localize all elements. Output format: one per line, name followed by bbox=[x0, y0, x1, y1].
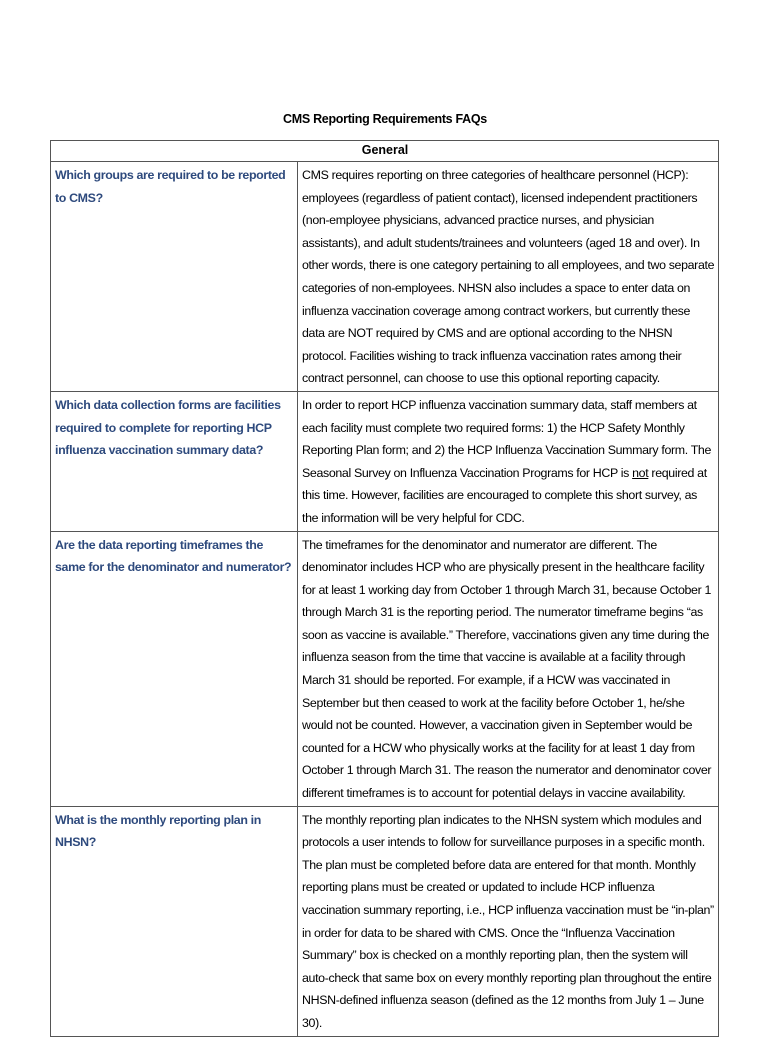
faq-row bbox=[51, 391, 719, 531]
faq-question: Are the data reporting timeframes the same for the denominator and numerator? bbox=[51, 531, 298, 806]
faq-table bbox=[50, 140, 719, 1037]
document-title: CMS Reporting Requirements FAQs bbox=[283, 112, 487, 126]
faq-answer: The monthly reporting plan indicates to the NHSN system which modules and protocols a user intends to follow for surveillance purposes in a specific month. The plan must be completed before data are entered for that month. Monthly reporting plans must be created or updated to include HCP influenza vaccination summary reporting, i.e., HCP influenza vaccination must be “in-plan” in order for data to be shared with CMS. Once the “Influenza Vaccination Summary” box is checked on a monthly reporting plan, then the system will auto-check that same box on every monthly reporting plan throughout the entire NHSN-defined influenza season (defined as the 12 months from July 1 – June 30). bbox=[298, 806, 719, 1036]
faq-question: What is the monthly reporting plan in NHSN? bbox=[51, 806, 298, 1036]
faq-answer: The timeframes for the denominator and numerator are different. The denominator includes HCP who are physically present in the healthcare facility for at least 1 working day from October 1 through March 31, because October 1 through March 31 is the reporting period. The numerator timeframe begins “as soon as vaccine is available.” Therefore, vaccinations given any time during the influenza season from the time that vaccine is available at a facility through March 31 should be reported. For example, if a HCW was vaccinated in September but then ceased to work at the facility before October 1, he/she would not be counted. However, a vaccination given in September would be counted for a HCW who physically works at the facility for at least 1 day from October 1 through March 31. The reason the numerator and denominator cover different timeframes is to account for potential delays in vaccine availability. bbox=[298, 531, 719, 806]
section-header-row bbox=[51, 141, 719, 162]
section-header: General bbox=[51, 141, 719, 162]
faq-answer-text: In order to report HCP influenza vaccination summary data, staff members at each facility must complete two required forms: 1) the HCP Safety Monthly Reporting Plan form; and 2) the HCP Influenza Vaccination Summary form. The Seasonal Survey on Influenza Vaccination Programs for HCP is bbox=[302, 397, 712, 480]
faq-answer: CMS requires reporting on three categories of healthcare personnel (HCP): employees (regardless of patient contact), licensed independent practitioners (non-employee physicians, advanced practice nurses, and physician assistants), and adult students/trainees and volunteers (aged 18 and over). In other words, there is one category pertaining to all employees, and two separate categories of non-employees. NHSN also includes a space to enter data on influenza vaccination coverage among contract workers, but currently these data are NOT required by CMS and are optional according to the NHSN protocol. Facilities wishing to track influenza vaccination rates among their contract personnel, can choose to use this optional reporting capacity. bbox=[298, 162, 719, 392]
faq-row bbox=[51, 162, 719, 392]
faq-row bbox=[51, 531, 719, 806]
faq-question: Which data collection forms are facilities required to complete for reporting HCP influenza vaccination summary data? bbox=[51, 391, 298, 531]
underlined-not: not bbox=[632, 465, 649, 480]
faq-question: Which groups are required to be reported to CMS? bbox=[51, 162, 298, 392]
faq-answer bbox=[298, 391, 719, 531]
faq-answer-text: required at this time. However, facilities are encouraged to complete this short survey, as the information will be very helpful for CDC. bbox=[302, 465, 707, 525]
faq-row bbox=[51, 806, 719, 1036]
